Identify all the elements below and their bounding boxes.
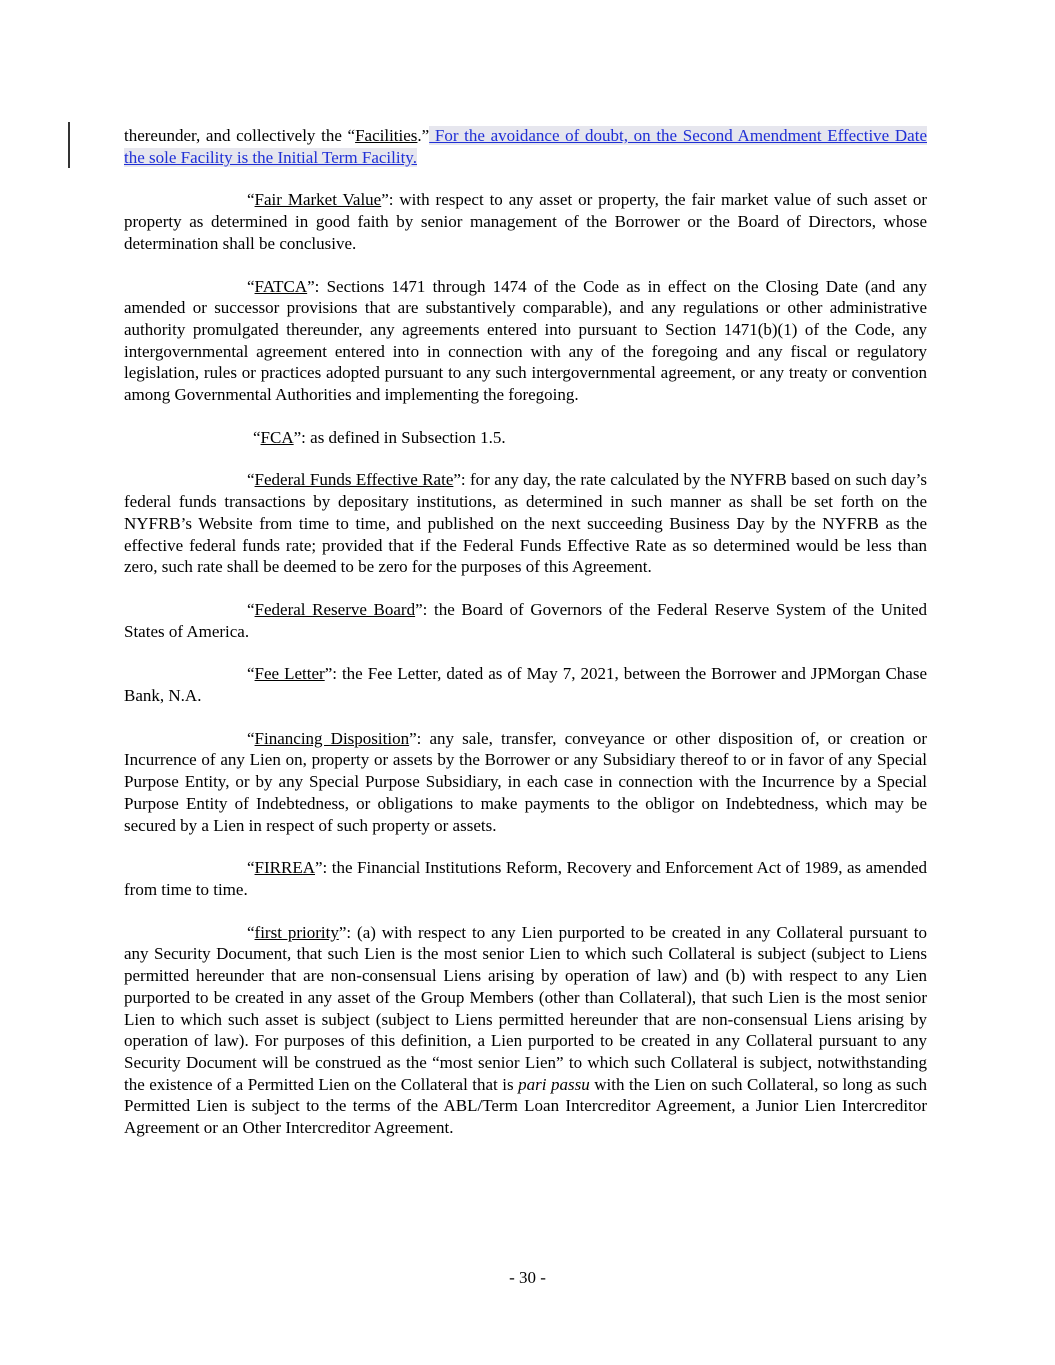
open-quote: “ <box>247 728 255 748</box>
inserted-text: For the avoidance of doubt, on the Second Amendment Effective Date the sole Facility is the Initial Term Facility. <box>124 126 927 167</box>
open-quote: “ <box>247 276 255 296</box>
defined-term: Financing Disposition <box>254 728 410 748</box>
facilities-paragraph <box>124 125 927 168</box>
open-quote: “ <box>253 427 261 447</box>
definition-financing-disposition <box>124 728 927 837</box>
definition-fatca <box>124 276 927 406</box>
defined-term: Fee Letter <box>254 664 325 684</box>
open-quote: “ <box>247 599 255 619</box>
definition-text: ”: with respect to any asset or property, the fair market value of such asset or property as determined in good faith by senior management of the Borrower or the Board of Directors, whose determination shall be conclusive. <box>124 190 927 253</box>
facilities-term: Facilities <box>355 126 418 145</box>
definition-text: ”: the Fee Letter, dated as of May 7, 2021, between the Borrower and JPMorgan Chase Bank, N.A. <box>124 664 927 706</box>
defined-term: first priority <box>254 922 339 942</box>
definition-text: ”: (a) with respect to any Lien purported to be created in any Collateral pursuant to any Security Document, that such Lien is the most senior Lien to which such Collateral is subject (subject to Liens permitted hereunder that are non-consensual Liens arising by operation of law) and (b) with respect to any Lien purported to be created in any asset of the Group Members (other than Collateral), that such Lien is the most senior Lien to which such asset is subject (subject to Liens permitted hereunder that are non-consensual Liens arising by operation of law). For purposes of this definition, a Lien purported to be created in any Collateral pursuant to any Security Document will be construed as the “most senior Lien” to which such Collateral is subject, notwithstanding the existence of a Permitted Lien on the Collateral that is <box>124 922 927 1094</box>
definition-fee-letter <box>124 663 927 706</box>
open-quote: “ <box>247 190 255 210</box>
defined-term: Federal Reserve Board <box>254 599 416 619</box>
defined-term: FIRREA <box>254 858 316 878</box>
definition-fair-market-value <box>124 189 927 254</box>
open-quote: “ <box>247 858 255 878</box>
definition-federal-reserve-board <box>124 599 927 642</box>
definition-first-priority <box>124 922 927 1139</box>
definition-text-continued: with the Lien on such Collateral, so long as such Permitted Lien is subject to the terms of the ABL/Term Loan Intercreditor Agreement, a Junior Lien Intercreditor Agreement or an Other Intercreditor Agreement. <box>124 1074 927 1138</box>
defined-term: FATCA <box>254 276 308 296</box>
definition-federal-funds-effective-rate <box>124 469 927 578</box>
change-bar <box>68 122 70 168</box>
open-quote: “ <box>247 664 255 684</box>
intro-tail: .” <box>417 126 430 145</box>
definition-fca <box>124 427 927 449</box>
italic-term: pari passu <box>518 1074 590 1094</box>
definition-text: ”: as defined in Subsection 1.5. <box>293 427 506 447</box>
definition-text: ”: the Board of Governors of the Federal Reserve System of the United States of America. <box>124 599 927 641</box>
definition-text: ”: Sections 1471 through 1474 of the Code as in effect on the Closing Date (and any amended or successor provisions that are substantively comparable), and any regulations or other administrative authority promulgated thereunder, any agreements entered into pursuant to Section 1471(b)(1) of the Code, any intergovernmental agreement entered into in connection with any of the foregoing and any fiscal or regulatory legislation, rules or practices adopted pursuant to any such intergovernmental agreement, or any treaty or convention among Governmental Authorities and implementing the foregoing. <box>124 276 927 405</box>
definition-firrea <box>124 857 927 900</box>
defined-term: Federal Funds Effective Rate <box>254 470 454 490</box>
defined-term: FCA <box>260 427 294 447</box>
page-body <box>124 125 927 1160</box>
open-quote: “ <box>247 922 255 942</box>
definition-text: ”: any sale, transfer, conveyance or other disposition of, or creation or Incurrence of any Lien on, property or assets by the Borrower or any Subsidiary thereof to or in favor of any Special Purpose Entity, or by any Special Purpose Subsidiary, in each case in connection with the Incurrence by a Special Purpose Entity of Indebtedness, or obligations to make payments to the obligor on Indebtedness, which may be secured by a Lien in respect of such property or assets. <box>124 728 927 835</box>
open-quote: “ <box>247 470 255 490</box>
definition-text: ”: for any day, the rate calculated by the NYFRB based on such day’s federal funds transactions by depositary institutions, as determined in such manner as shall be set forth on the NYFRB’s Website from time to time, and published on the next succeeding Business Day by the NYFRB as the effective federal funds rate; provided that if the Federal Funds Effective Rate as so determined would be less than zero, such rate shall be deemed to be zero for the purposes of this Agreement. <box>124 470 927 577</box>
page-number: - 30 - <box>509 1268 546 1287</box>
intro-lead: thereunder, and collectively the “ <box>124 126 356 145</box>
definition-text: ”: the Financial Institutions Reform, Recovery and Enforcement Act of 1989, as amended from time to time. <box>124 858 927 899</box>
defined-term: Fair Market Value <box>254 190 382 210</box>
